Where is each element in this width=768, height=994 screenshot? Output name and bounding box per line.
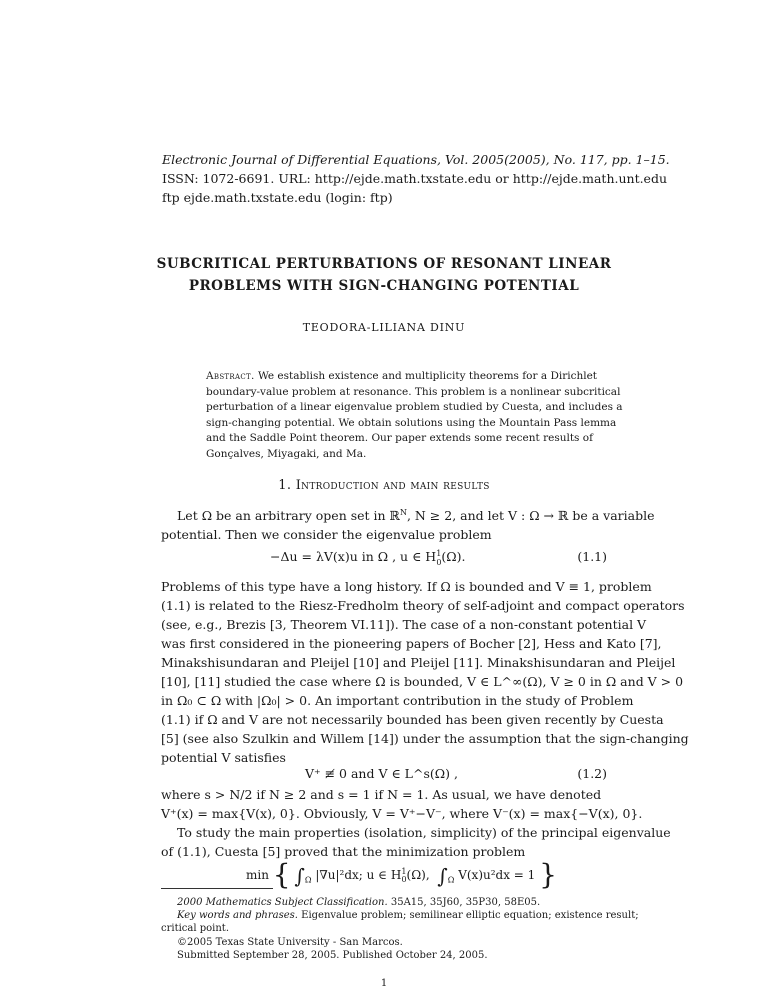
equation-1-2: V⁺ ≢ 0 and V ∈ L^s(Ω) , [305,766,458,781]
abstract-line-4: sign-changing potential. We obtain solutions using the Mountain Pass lemma [206,416,617,429]
p3-line-2: V⁺(x) = max{V(x), 0}. Obviously, V = V⁺−V⁻, where V⁻(x) = max{−V(x), 0}. [161,806,643,821]
journal-urls[interactable]: ISSN: 1072-6691. URL: http://ejde.math.txstate.edu or http://ejde.math.unt.edu [162,171,668,186]
p1-line-1: Let Ω be an arbitrary open set in ℝ$^N$, N ≥ 2, and let V : Ω → ℝ be a variable [177,508,655,524]
integral-symbol: ∫ [294,864,305,888]
footnote-keywords-2: critical point. [161,923,229,935]
min-operator: min [246,868,269,882]
page-number: 1 [380,978,388,989]
p2-line-4: was first considered in the pioneering papers of Bocher [2], Hess and Kato [7], [161,636,662,651]
journal-ftp[interactable]: ftp ejde.math.txstate.edu (login: ftp) [162,190,393,205]
equation-number-1-1: (1.1) [577,549,607,564]
abstract-line-6: Gonçalves, Miyagaki, and Ma. [206,447,367,460]
integral-symbol-2: ∫ [437,864,448,888]
equation-minimization: min { $\int_\Omega$ |∇u|²dx; u ∈ $H^1_0(\Omega)$, $\int_\Omega$ V(x)u²dx = 1 } [246,858,557,891]
right-brace-symbol: } [539,858,557,891]
footnote-copyright: ©2005 Texas State University - San Marcos. [177,936,403,948]
p3-line-4: of (1.1), Cuesta [5] proved that the minimization problem [161,844,526,859]
left-brace-symbol: { [272,858,291,891]
p1-line-2: potential. Then we consider the eigenvalue problem [161,527,492,543]
p2-line-9: [5] (see also Szulkin and Willem [14]) under the assumption that the sign-changing [161,731,689,746]
author-name: TEODORA-LILIANA DINU [302,321,466,334]
p2-line-7: in Ω₀ ⊂ Ω with |Ω₀| > 0. An important contribution in the study of Problem [161,693,634,708]
abstract-line-5: and the Saddle Point theorem. Our paper extends some recent results of [206,432,593,445]
paragraph-2 [161,577,689,767]
paragraph-1 [161,503,655,544]
p2-line-3: (see, e.g., Brezis [3, Theorem VI.11]). The case of a non-constant potential V [161,617,647,632]
p2-line-2: (1.1) is related to the Riesz-Fredholm theory of self-adjoint and compact operators [161,598,685,613]
equation-number-1-2: (1.2) [577,766,607,781]
p2-line-5: Minakshisundaran and Pleijel [10] and Pleijel [11]. Minakshisundaran and Pleijel [161,655,676,670]
p2-line-8: (1.1) if Ω and V are not necessarily bounded has been given recently by Cuesta [161,712,664,727]
abstract-line-3: perturbation of a linear eigenvalue problem studied by Cuesta, and includes a [206,401,623,414]
abstract-line-2: boundary-value problem at resonance. This problem is a nonlinear subcritical [206,385,621,398]
section-title: Introduction and main results [295,478,490,493]
footnote-msc: 2000 Mathematics Subject Classification. 35A15, 35J60, 35P30, 58E05. [177,897,541,908]
section-heading [120,478,648,493]
abstract-label: Abstract. [206,370,255,382]
p2-line-6: [10], [11] studied the case where Ω is bounded, V ∈ L^∞(Ω), V ≥ 0 in Ω and V > 0 [161,674,684,689]
p2-line-1: Problems of this type have a long history. If Ω is bounded and V ≡ 1, problem [161,579,652,594]
journal-header [162,150,670,207]
footnote-submitted: Submitted September 28, 2005. Published October 24, 2005. [177,949,488,961]
equation-1-1: −Δu = λV(x)u in Ω , u ∈ $H^1_0(\Omega)$. [270,549,466,567]
title-line-2: PROBLEMS WITH SIGN-CHANGING POTENTIAL [188,278,580,294]
section-number: 1. [278,478,292,493]
abstract-line-1: Abstract. We establish existence and multiplicity theorems for a Dirichlet [206,370,598,382]
paper-title [120,253,648,297]
journal-citation: Electronic Journal of Differential Equations, Vol. 2005(2005), No. 117, pp. 1–15. [162,152,670,167]
p3-line-3: To study the main properties (isolation, simplicity) of the principal eigenvalue [177,825,671,840]
p2-line-10: potential V satisfies [161,750,286,765]
footnotes [161,896,639,962]
title-line-1: SUBCRITICAL PERTURBATIONS OF RESONANT LINEAR [156,256,612,272]
paragraph-3 [161,785,671,861]
abstract [206,369,623,463]
footnote-keywords: Key words and phrases. Eigenvalue problem; semilinear elliptic equation; existence result; [177,910,639,922]
p3-line-1: where s > N/2 if N ≥ 2 and s = 1 if N = 1. As usual, we have denoted [161,787,602,802]
